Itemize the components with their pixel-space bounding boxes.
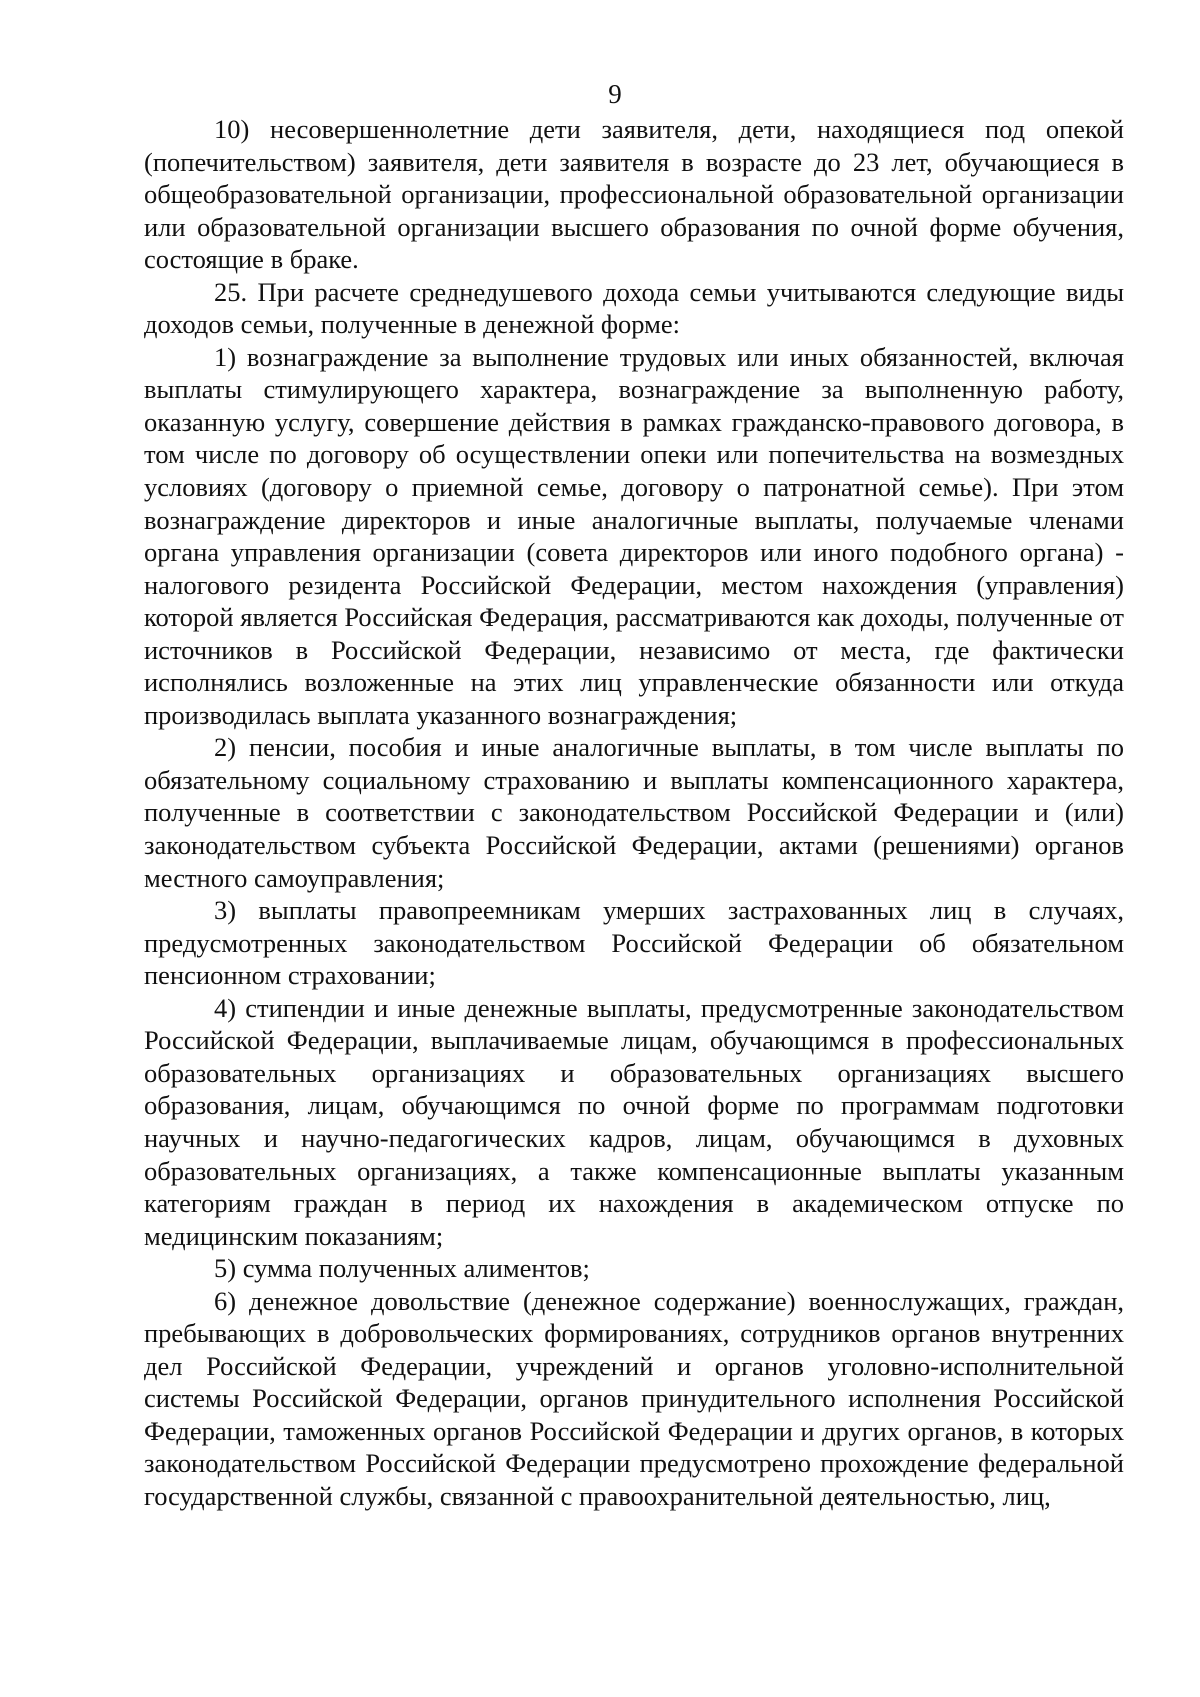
paragraph-item-3: 3) выплаты правопреемникам умерших застрахованных лиц в случаях, предусмотренных законодательством Российской Федерации об обязательном пенсионном страховании; xyxy=(144,895,1124,991)
paragraph-item-4: 4) стипендии и иные денежные выплаты, предусмотренные законодательством Российской Федерации, выплачиваемые лицам, обучающимся в профессиональных образовательных организациях и образовательных организациях высшего образования, лицам, обучающимся по очной форме по программам подготовки научных и научно-педагогических кадров, лицам, обучающимся в духовных образовательных организациях, а также компенсационные выплаты указанным категориям граждан в период их нахождения в академическом отпуске по медицинским показаниям; xyxy=(144,992,1124,1251)
paragraph-item-6: 6) денежное довольствие (денежное содержание) военнослужащих, граждан, пребывающих в добровольческих формированиях, сотрудников органов внутренних дел Российской Федерации, учреждений и органов уголовно-исполнительной системы Российской Федерации, органов принудительного исполнения Российской Федерации, таможенных органов Российской Федерации и других органов, в которых законодательством Российской Федерации предусмотрено прохождение федеральной государственной службы, связанной с правоохранительной деятельностью, лиц, xyxy=(144,1285,1124,1511)
page-number: 9 xyxy=(608,79,622,109)
paragraph-item-5: 5) сумма полученных алиментов; xyxy=(214,1253,590,1284)
paragraph-item-10: 10) несовершеннолетние дети заявителя, дети, находящиеся под опекой (попечительством) заявителя, дети заявителя в возрасте до 23 лет, обучающиеся в общеобразовательной организации, профессиональной образовательной организации или образовательной организации высшего образования по очной форме обучения, состоящие в браке. xyxy=(144,114,1124,275)
paragraph-clause-25: 25. При расчете среднедушевого дохода семьи учитываются следующие виды доходов семьи, полученные в денежной форме: xyxy=(144,276,1124,340)
document-body xyxy=(144,113,1124,1513)
paragraph-item-1: 1) вознаграждение за выполнение трудовых или иных обязанностей, включая выплаты стимулирующего характера, вознаграждение за выполненную работу, оказанную услугу, совершение действия в рамках гражданско-правового договора, в том числе по договору об осуществлении опеки или попечительства на возмездных условиях (договору о приемной семье, договору о патронатной семье). При этом вознаграждение директоров и иные аналогичные выплаты, получаемые членами органа управления организации (совета директоров или иного подобного органа) - налогового резидента Российской Федерации, местом нахождения (управления) которой является Российская Федерация, рассматриваются как доходы, полученные от источников в Российской Федерации, независимо от места, где фактически исполнялись возложенные на этих лиц управленческие обязанности или откуда производилась выплата указанного вознаграждения; xyxy=(144,341,1124,730)
paragraph-item-2: 2) пенсии, пособия и иные аналогичные выплаты, в том числе выплаты по обязательному социальному страхованию и выплаты компенсационного характера, полученные в соответствии с законодательством Российской Федерации и (или) законодательством субъекта Российской Федерации, актами (решениями) органов местного самоуправления; xyxy=(144,732,1124,893)
